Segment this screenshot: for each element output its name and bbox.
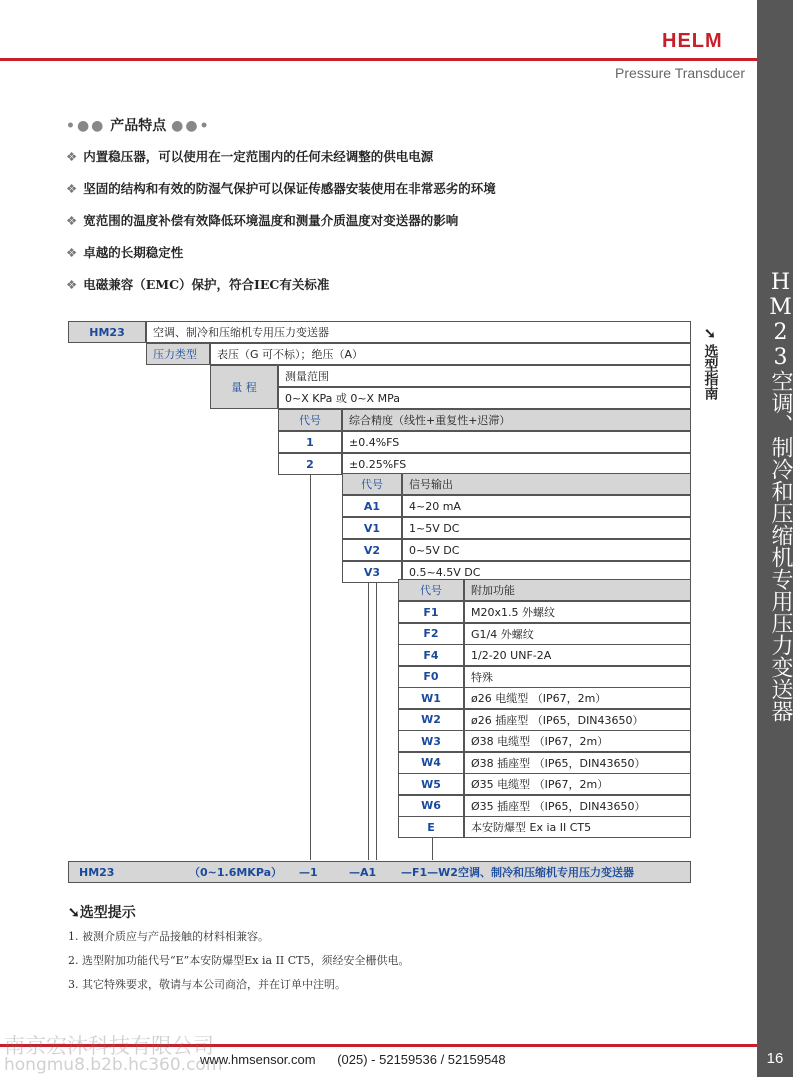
feature-item: ❖ 内置稳压器，可以使用在一定范围内的任何未经调整的供电电源 [66, 149, 434, 164]
tip-item: 3. 其它特殊要求，敬请与本公司商洽，并在订单中注明。 [68, 978, 346, 991]
signal-code: A1 [342, 495, 402, 517]
signal-value: 4~20 mA [402, 495, 691, 517]
code-header: 代号 [342, 473, 402, 495]
option-value: Ø38 插座型 （IP65，DIN43650） [464, 752, 691, 774]
bullet-dots-icon: ●●• [171, 118, 211, 134]
example-accuracy: —1 [299, 865, 318, 879]
option-value: ø26 电缆型 （IP67，2m） [464, 687, 691, 709]
connector-line [310, 475, 311, 860]
brand-logo: HELM [662, 30, 723, 52]
connector-line [368, 583, 369, 860]
feature-item: ❖ 卓越的长期稳定性 [66, 245, 184, 260]
signal-code: V2 [342, 539, 402, 561]
option-code: W3 [398, 730, 464, 752]
accuracy-code: 2 [278, 453, 342, 475]
code-header: 代号 [278, 409, 342, 431]
diamond-icon: ❖ [66, 181, 78, 196]
option-code: F0 [398, 666, 464, 688]
diamond-icon: ❖ [66, 149, 78, 164]
example-signal: —A1 [349, 865, 377, 879]
accuracy-value: ±0.4%FS [342, 431, 691, 453]
example-row [68, 861, 691, 883]
signal-code: V3 [342, 561, 402, 583]
option-code: E [398, 816, 464, 838]
signal-value: 0.5~4.5V DC [402, 561, 691, 583]
option-code: W6 [398, 795, 464, 817]
feature-item: ❖ 坚固的结构和有效的防湿气保护可以保证传感器安装使用在非常恶劣的环境 [66, 181, 496, 196]
model-code: HM23 [68, 321, 146, 343]
code-header: 代号 [398, 579, 464, 601]
range-value: 0~X KPa 或 0~X MPa [278, 387, 691, 409]
option-value: M20x1.5 外螺纹 [464, 601, 691, 623]
accuracy-code: 1 [278, 431, 342, 453]
feature-item: ❖ 电磁兼容（EMC）保护，符合IEC有关标准 [66, 277, 330, 292]
option-code: W4 [398, 752, 464, 774]
range-header: 测量范围 [278, 365, 691, 387]
signal-value: 1~5V DC [402, 517, 691, 539]
feature-item: ❖ 宽范围的温度补偿有效降低环境温度和测量介质温度对变送器的影响 [66, 213, 459, 228]
pressure-type-value: 表压（G 可不标）；绝压（A） [210, 343, 691, 365]
arrow-icon: ➘ [68, 905, 80, 921]
header-subtitle: Pressure Transducer [615, 65, 745, 81]
model-description: 空调、制冷和压缩机专用压力变送器 [146, 321, 691, 343]
features-heading [66, 115, 211, 135]
example-options: —F1—W2空调、制冷和压缩机专用压力变送器 [401, 866, 634, 879]
example-range: （0~1.6MKPa） [189, 866, 283, 879]
signal-code: V1 [342, 517, 402, 539]
option-value: Ø35 插座型 （IP65，DIN43650） [464, 795, 691, 817]
option-value: 特殊 [464, 666, 691, 688]
option-value: G1/4 外螺纹 [464, 623, 691, 645]
option-code: F1 [398, 601, 464, 623]
option-value: ø26 插座型 （IP65，DIN43650） [464, 709, 691, 731]
signal-value: 0~5V DC [402, 539, 691, 561]
option-header: 附加功能 [464, 579, 691, 601]
diamond-icon: ❖ [66, 245, 78, 260]
option-code: W1 [398, 687, 464, 709]
pressure-type-label: 压力类型 [146, 343, 210, 365]
option-code: F2 [398, 623, 464, 645]
diamond-icon: ❖ [66, 213, 78, 228]
option-value: 1/2-20 UNF-2A [464, 644, 691, 666]
option-code: W5 [398, 773, 464, 795]
footer-phone: (025) - 52159536 / 52159548 [337, 1052, 506, 1067]
watermark-url: hongmu8.b2b.hc360.com [4, 1055, 223, 1075]
accuracy-header: 综合精度（线性+重复性+迟滞） [342, 409, 691, 431]
option-code: F4 [398, 644, 464, 666]
tip-item: 2. 选型附加功能代号“E”本安防爆型Ex ia II CT5，须经安全栅供电。 [68, 954, 410, 967]
bullet-dots-icon: •●● [66, 118, 106, 134]
option-code: W2 [398, 709, 464, 731]
option-value: Ø35 电缆型 （IP67，2m） [464, 773, 691, 795]
diamond-icon: ❖ [66, 277, 78, 292]
page-number: 16 [766, 1050, 784, 1067]
sidebar-title: HM23空调、制冷和压缩机专用压力变送器 [768, 270, 793, 722]
signal-header: 信号输出 [402, 473, 691, 495]
example-model: HM23 [79, 865, 115, 879]
footer-website: www.hmsensor.com [200, 1052, 316, 1067]
option-value: Ø38 电缆型 （IP67，2m） [464, 730, 691, 752]
connector-line [376, 583, 377, 860]
header-rule [0, 58, 757, 61]
tip-item: 1. 被测介质应与产品接触的材料相兼容。 [68, 930, 269, 943]
accuracy-value: ±0.25%FS [342, 453, 691, 475]
range-label: 量 程 [210, 365, 278, 409]
connector-line [432, 837, 433, 860]
watermark-company: 南京宏沐科技有限公司 [4, 1034, 214, 1058]
arrow-icon: ➘ [704, 326, 716, 342]
selection-guide-label: ➘ 选型指南 [702, 326, 719, 400]
tips-heading: ➘选型提示 [68, 905, 136, 921]
option-value: 本安防爆型 Ex ia II CT5 [464, 816, 691, 838]
footer-contact [200, 1052, 506, 1067]
features-heading-text: 产品特点 [110, 118, 167, 134]
